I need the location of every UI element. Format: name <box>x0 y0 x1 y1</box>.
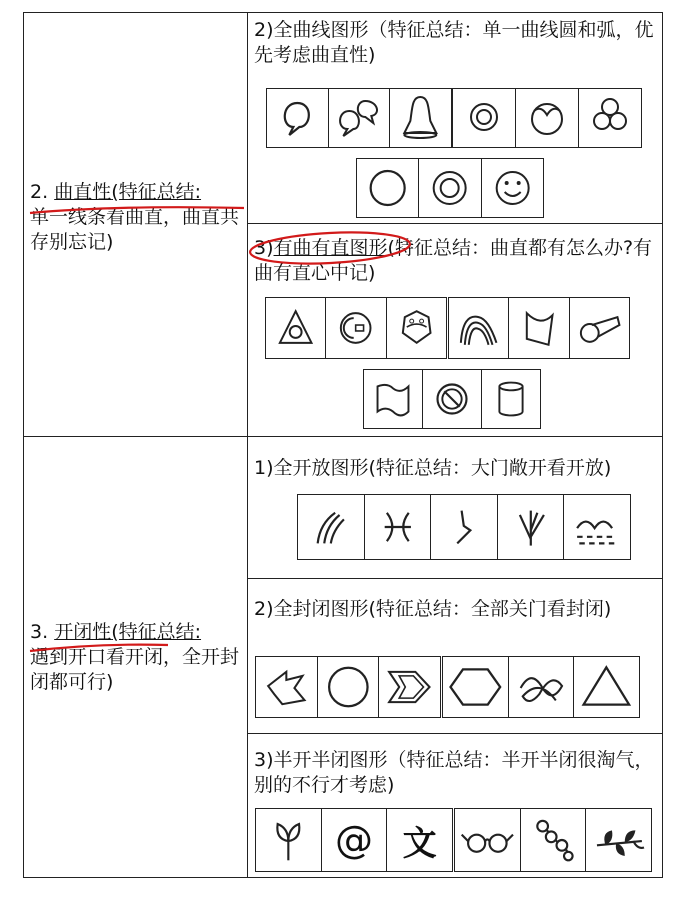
triangle-icon <box>574 657 639 717</box>
figure-group <box>266 88 452 148</box>
dashed-arcs-icon <box>564 495 630 559</box>
double-speech-bubble-icon <box>329 89 391 147</box>
heading-description: 遇到开口看开闭，全开封闭都可行) <box>30 646 240 693</box>
heading-paren: (特征总结: <box>111 621 202 643</box>
heading-number: 2. <box>30 181 49 203</box>
hexagon-face-icon <box>387 298 446 358</box>
cell-divider <box>247 733 663 734</box>
flag-icon <box>364 370 423 428</box>
circle-shape-icon <box>318 657 380 717</box>
cylinder-icon <box>482 370 540 428</box>
heading-word: 开闭性 <box>54 621 112 643</box>
trefoil-icon <box>579 89 641 147</box>
open-strokes-icon <box>298 495 365 559</box>
scribble-loop-icon <box>509 657 575 717</box>
figure-group <box>356 158 544 218</box>
arrow-shape-icon <box>379 657 440 717</box>
arrow-branches-icon <box>498 495 565 559</box>
heading-paren: (特征总结: <box>111 181 202 203</box>
figure-group <box>297 494 631 560</box>
moon-circle-icon <box>326 298 386 358</box>
concentric-circles-icon <box>453 89 516 147</box>
figure-group <box>255 808 453 872</box>
glasses-icon <box>455 809 521 871</box>
curvature-heading <box>30 180 245 255</box>
at-sign-icon: @ <box>322 809 388 871</box>
double-circle-icon <box>419 159 481 217</box>
triangle-circle-icon <box>266 298 326 358</box>
wen-char-icon: 文 <box>402 823 437 864</box>
bell-icon <box>390 89 451 147</box>
figure-group <box>448 297 630 359</box>
smiley-icon <box>482 159 543 217</box>
table-column-divider <box>247 12 248 878</box>
item-number: 3) <box>254 237 274 259</box>
zigzag-icon <box>431 495 498 559</box>
cell-divider <box>247 223 663 224</box>
figure-group <box>363 369 541 429</box>
prohibition-icon <box>423 370 482 428</box>
half-open-description: 3)半开半闭图形（特征总结：半开半闭很淘气，别的不行才考虑) <box>254 749 654 796</box>
speech-bubble-icon <box>267 89 329 147</box>
pisces-icon <box>365 495 432 559</box>
row-divider <box>23 436 663 437</box>
wave-lines-icon <box>449 298 509 358</box>
closed-figure-description: 2)全封闭图形(特征总结：全部关门看封闭) <box>254 598 612 620</box>
flower-chain-icon <box>521 809 587 871</box>
openclose-heading <box>30 620 245 695</box>
leaf-branch-icon <box>586 809 651 871</box>
hexagon-icon <box>443 657 509 717</box>
figure-group <box>452 88 642 148</box>
item-description: (特征总结：曲直都有怎么办?有曲有直心中记) <box>254 237 653 284</box>
sprout-icon <box>256 809 322 871</box>
open-figure-description: 1)全开放图形(特征总结：大门敞开看开放) <box>254 457 612 479</box>
star-polygon-icon <box>256 657 318 717</box>
mixed-curve-description <box>254 236 659 286</box>
cell-divider <box>247 578 663 579</box>
heading-description: 单一线条看曲直，曲直共存别忘记) <box>30 206 240 253</box>
figure-group <box>265 297 447 359</box>
circle-icon <box>357 159 419 217</box>
figure-group <box>255 656 441 718</box>
curved-block-icon <box>509 298 569 358</box>
figure-group <box>454 808 652 872</box>
heading-word: 曲直性 <box>54 181 112 203</box>
figure-group <box>442 656 640 718</box>
heading-number: 3. <box>30 621 49 643</box>
whistle-icon <box>570 298 629 358</box>
heart-in-circle-icon <box>516 89 579 147</box>
full-curve-description: 2)全曲线图形（特征总结：单一曲线圆和弧，优先考虑曲直性) <box>254 19 654 66</box>
circled-term: 有曲有直图形 <box>273 237 388 259</box>
